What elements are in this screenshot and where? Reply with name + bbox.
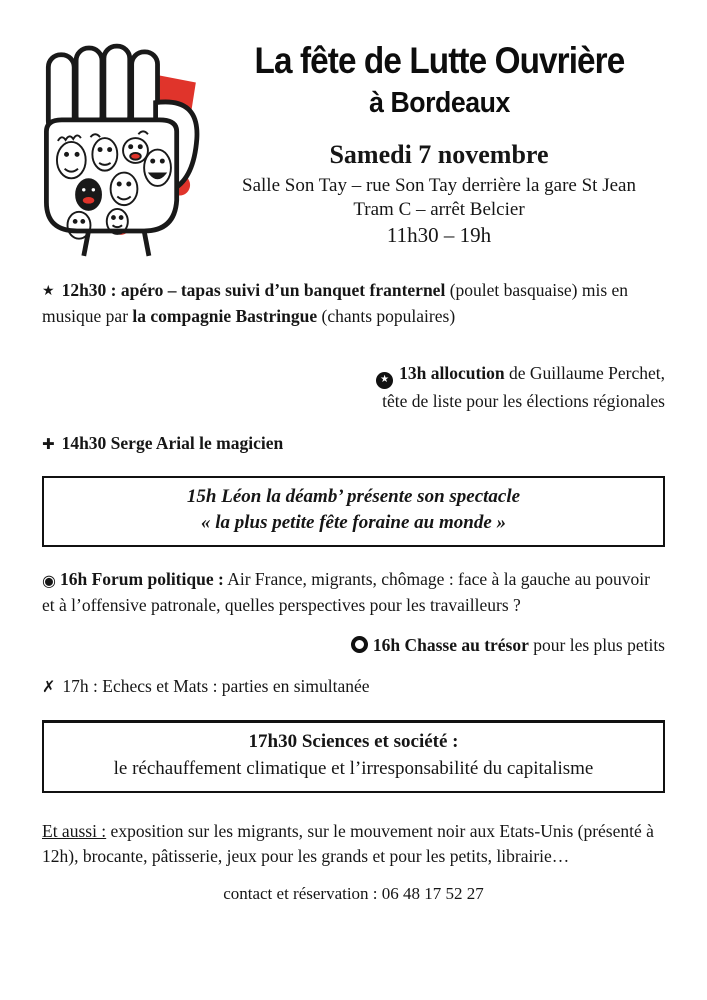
venue-tram: Tram C – arrêt Belcier <box>353 198 525 220</box>
header-text <box>219 42 659 265</box>
event-echecs-text: 17h : Echecs et Mats : parties en simultanée <box>62 675 370 696</box>
event-allocution-speaker: de Guillaume Perchet, <box>504 363 665 384</box>
page-subtitle-text: à Bordeaux <box>368 86 510 119</box>
event-forum <box>42 567 665 618</box>
program-list <box>0 278 707 904</box>
event-leon-line1: 15h Léon la déamb’ présente son spectacle <box>186 485 521 507</box>
event-allocution-title: 13h allocution <box>399 363 505 384</box>
event-echecs <box>42 674 665 700</box>
event-sciences-line2: le réchauffement climatique et l’irresponsabilité du capitalisme <box>113 757 594 779</box>
event-date: Samedi 7 novembre <box>329 139 549 169</box>
ring-icon <box>351 636 368 653</box>
event-forum-detail: Air France, migrants, chômage : face à la gauche au pouvoir et à l’offensive patronale, quelles perspectives pour les travailleurs ? <box>42 569 650 615</box>
event-apero <box>42 278 665 329</box>
event-chasse <box>42 633 665 659</box>
page-subtitle <box>219 80 659 120</box>
event-leon-line2: « la plus petite fête foraine au monde » <box>200 511 507 533</box>
event-chasse-detail: pour les plus petits <box>528 635 665 656</box>
event-magicien <box>42 431 665 457</box>
header <box>0 0 707 265</box>
event-sciences-line1: 17h30 Sciences et société : <box>248 731 459 753</box>
event-hours: 11h30 – 19h <box>386 223 492 248</box>
event-forum-title: 16h Forum politique : <box>59 569 224 590</box>
event-etaussi <box>42 819 665 870</box>
etaussi-text: exposition sur les migrants, sur le mouvement noir aux Etats-Unis (présenté à 12h), brocante, pâtisserie, jeux pour les grands et pour les petits, librairie… <box>42 820 654 867</box>
event-apero-detail1: (poulet basquaise) mis en musique par <box>42 280 629 326</box>
event-allocution <box>42 361 665 414</box>
fist-of-faces-icon <box>33 42 215 260</box>
fisheye-icon: ◉ <box>42 571 56 591</box>
event-magicien-title: 14h30 Serge Arial le magicien <box>61 433 284 454</box>
lutte-ouvriere-fist-logo <box>33 42 219 265</box>
event-allocution-line1 <box>42 361 665 389</box>
page-title-text: La fête de Lutte Ouvrière <box>254 40 624 81</box>
event-apero-band: la compagnie Bastringue <box>132 305 318 326</box>
event-apero-detail2: (chants populaires) <box>317 305 456 326</box>
star-icon: ★ <box>42 283 55 299</box>
page-title <box>219 42 659 80</box>
event-leon-box <box>42 476 665 547</box>
cross-icon: ✚ <box>42 435 55 454</box>
event-chasse-title: 16h Chasse au trésor <box>372 635 529 656</box>
ballot-x-icon: ✗ <box>42 676 56 696</box>
etaussi-label: Et aussi : <box>42 820 107 841</box>
event-apero-title: 12h30 : apéro – tapas suivi d’un banquet franternel <box>61 280 446 300</box>
contact-line: contact et réservation : 06 48 17 52 27 <box>223 883 484 903</box>
event-allocution-line2: tête de liste pour les élections régionales <box>382 390 665 411</box>
venue-address: Salle Son Tay – rue Son Tay derrière la gare St Jean <box>242 174 636 196</box>
logo-fist-outline <box>46 46 197 231</box>
event-sciences-box <box>42 720 665 792</box>
circled-star-icon: ★ <box>376 372 393 389</box>
